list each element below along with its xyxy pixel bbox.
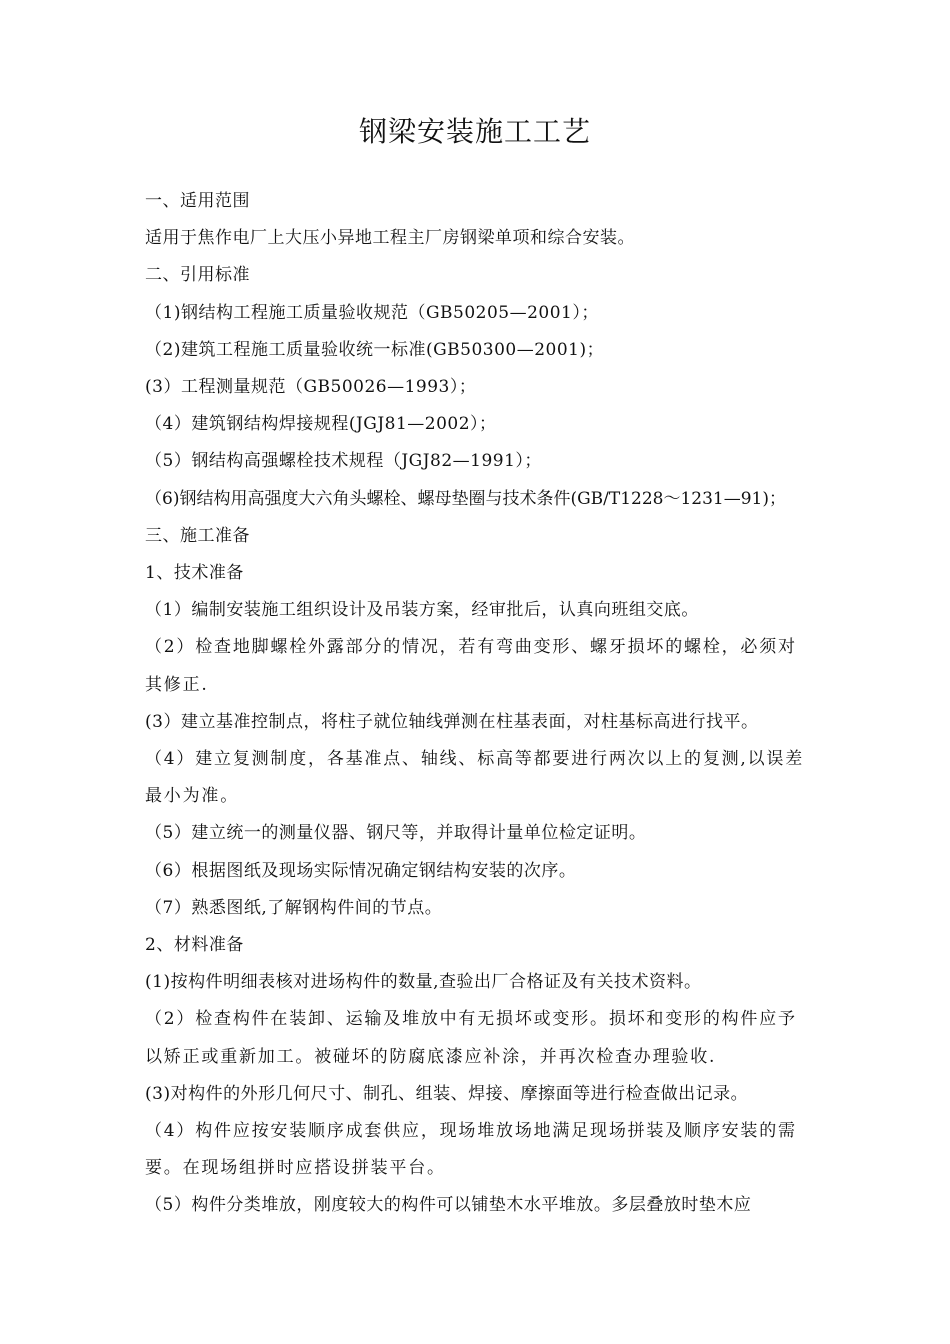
standard-item-2: （2)建筑工程施工质量验收统一标准(GB50300—2001)； [145,339,605,360]
standard-item-5: （5）钢结构高强螺栓技术规程（JGJ82—1991）； [145,451,542,472]
technical-item-7: （7）熟悉图纸,了解钢构件间的节点。 [145,897,443,918]
subsection-heading-technical: 1、技术准备 [145,563,244,584]
section-heading-scope: 一、适用范围 [145,191,250,211]
technical-item-5: （5）建立统一的测量仪器、钢尺等，并取得计量单位检定证明。 [145,823,647,844]
section-heading-preparation: 三、施工准备 [145,525,250,546]
document-body [145,183,815,1225]
technical-item-6: （6）根据图纸及现场实际情况确定钢结构安装的次序。 [145,860,577,881]
materials-item-3: (3)对构件的外形几何尺寸、制孔、组装、焊接、摩擦面等进行检查做出记录。 [145,1083,749,1104]
standard-item-3: (3）工程测量规范（GB50026—1993）； [145,377,477,398]
subsection-heading-materials: 2、材料准备 [145,935,244,956]
materials-item-1: (1)按构件明细表核对进场构件的数量,查验出厂合格证及有关技术资料。 [145,972,702,993]
materials-item-5: （5）构件分类堆放，刚度较大的构件可以铺垫木水平堆放。多层叠放时垫木应 [145,1195,752,1216]
materials-item-2: （2）检查构件在装卸、运输及堆放中有无损坏或变形。损坏和变形的构件应予以矫正或重新加工。被碰坏的防腐底漆应补涂，并再次检查办理验收. [145,1009,797,1067]
technical-item-2: （2）检查地脚螺栓外露部分的情况，若有弯曲变形、螺牙损坏的螺栓，必须对其修正. [145,637,797,695]
materials-item-4: （4）构件应按安装顺序成套供应，现场堆放场地满足现场拼装及顺序安装的需要。在现场组拼时应搭设拼装平台。 [145,1121,797,1179]
section-heading-standards: 二、引用标准 [145,265,250,286]
technical-item-4: （4）建立复测制度，各基准点、轴线、标高等都要进行两次以上的复测,以误差最小为准。 [145,749,805,807]
standard-item-4: （4）建筑钢结构焊接规程(JGJ81—2002）； [145,414,497,435]
technical-item-1: （1）编制安装施工组织设计及吊装方案，经审批后，认真向班组交底。 [145,600,699,621]
document-title: 钢梁安装施工工艺 [358,115,591,148]
paragraph-scope: 适用于焦作电厂上大压小异地工程主厂房钢梁单项和综合安装。 [145,228,635,249]
standard-item-1: （1)钢结构工程施工质量验收规范（GB50205—2001）； [145,302,599,323]
standard-item-6: （6)钢结构用高强度大六角头螺栓、螺母垫圈与技术条件(GB/T1228～1231—91)； [145,488,787,509]
technical-item-3: (3）建立基准控制点，将柱子就位轴线弹测在柱基表面，对柱基标高进行找平。 [145,711,759,732]
